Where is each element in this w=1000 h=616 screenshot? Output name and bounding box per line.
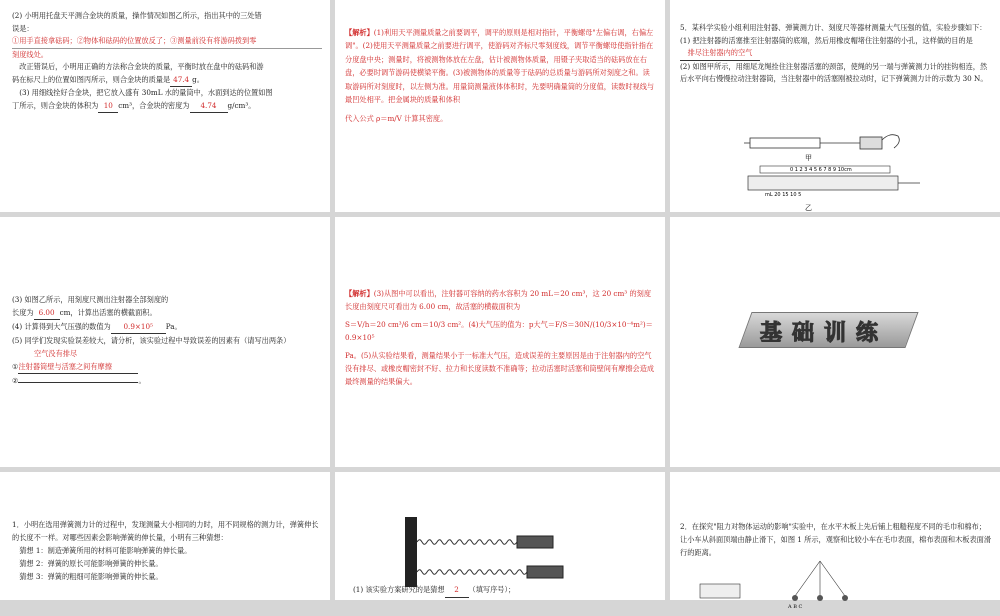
page-5	[335, 217, 665, 467]
p5-analysis: 【解析】(3)从图中可以看出，注射器可容纳的药水容积为 20 mL＝20 cm³，这 20 cm³ 的刻度长度由刻度尺可看出为 6.00 cm，故活塞的横截面积为 S＝V/h＝20 cm³/6 cm＝10/3 cm²。(4)大气压的值为：p大气＝F/S＝30N/(10/3×10⁻⁴m²)＝0.9×10⁵ Pa。(5)从实验结果看，测量结果小于一标准大气压，造成误差的主要原因是由于注射器内的空气没有排尽、或橡皮帽密封不好、拉力和长度读数不准确等；拉动活塞时活塞和筒壁间有摩擦会造成最终测量的结果偏大。	[345, 289, 655, 387]
fig-label-2: 乙	[805, 204, 812, 212]
page-2	[335, 0, 665, 212]
syringe-numbers: mL 20 15 10 5	[765, 192, 802, 198]
page-1	[0, 0, 330, 212]
p9-text: 2．在探究"阻力对物体运动的影响"实验中，在水平木板上先后铺上粗糙程度不同的毛巾和棉布；让小车从斜面顶端由静止滑下，如图 1 所示，观察和比较小车在毛巾表面，棉布表面和木板表面滑行的距离。	[680, 522, 992, 557]
page-7	[0, 472, 330, 600]
pendulum-labels: A B C	[788, 604, 803, 610]
pendulum-figure	[670, 556, 1000, 616]
fig-label-1: 甲	[805, 154, 812, 162]
p1-text: (2) 小明用托盘天平测合金块的质量，操作情况如图乙所示，指出其中的三处错 误是： ①用手直接拿砝码；②物体和砝码的位置放反了；③测量前没有将游码拨到零 刻度线处。 改正错误后，小明用正确的方法称合金块的质量，平衡时放在盘中的砝码和游 码在标尺上的位置如图丙所示，则合金块的质量是 47.4 g。 (3) 用细线拴好合金块，把它放入盛有 30mL 水的量筒中，水面到达的位置如图 丁所示，则合金块的体积为 10 cm³，合金块的密度为 4.74 g/cm³。	[12, 10, 322, 113]
p2-analysis: 【解析】(1)利用天平测量质量之前要调平，调平的原则是相对指针，平衡螺母"左偏右调，右偏左调"。(2)使用天平测量质量之前要进行调平，使游码对齐标尺零刻度线，调节平衡螺母使指针指在分度盘中央；测量时，将被测物体放在左盘，估计被测物体质量，用镊子夹取适当的砝码放在右盘，必要时调节游码使横梁平衡。(3)被测物体的质量等于砝码的总质量与游码所对刻度之和。读取游码所对刻度时，以左侧为准。用量筒测量液体体积时，先要明确量筒的分度值，读数时视线与最凹处相平。把金属块的质量和体积 代入公式 ρ＝m/V 计算其密度。	[345, 28, 655, 124]
ruler-numbers: 0 1 2 3 4 5 6 7 8 9 10cm	[790, 167, 852, 173]
page-3	[670, 0, 1000, 212]
p7-text: 1．小明在选用弹簧测力计的过程中，发现测量大小相同的力时，用不同规格的测力计，弹簧伸长的长度不一样。对哪些因素会影响弹簧的伸长量，小明有三种猜想： 猜想 1：制造弹簧所用的材料可能影响弹簧的伸长量。 猜想 2：弹簧的原长可能影响弹簧的伸长量。 猜想 3：弹簧的粗细可能影响弹簧的伸长量。	[12, 520, 319, 581]
p4-text: (3) 如图乙所示，用刻度尺测出注射器全部刻度的 长度为 6.00 cm，计算出活塞的横截面积。 (4) 计算得到大气压强的数值为 0.9×10⁵ Pa。 (5) 同学们发现实验误差较大，请分析，该实验过程中导致误差的因素有（请写出两条） 空气没有排尽 ①注射器筒壁与活塞之间有摩擦 ② 。	[12, 295, 291, 385]
syringe-figure	[670, 118, 1000, 218]
page-9	[670, 472, 1000, 610]
section-badge-text: 基础训练	[760, 321, 889, 346]
spring-figure	[335, 472, 665, 582]
page-4	[0, 217, 330, 467]
p8-text: (1) 该实验方案研究的是猜想 2 （填写序号）；	[353, 584, 653, 598]
page-8	[335, 472, 665, 600]
p3-text: 5．某科学实验小组利用注射器、弹簧测力计、刻度尺等器材测量大气压强的值，实验步骤如下： (1) 把注射器的活塞推至注射器筒的底端，然后用橡皮帽堵住注射器的小孔，这样做的目的是排尽注射器内的空气 (2) 如图甲所示，用细尾龙绳拴住注射器活塞的颈部，使绳的另一端与弹簧测力计的挂钩相连，然后水平向右慢慢拉动注射器筒，当注射器中的活塞刚被拉动时，记下弹簧测力计的示数为 30 N。	[680, 23, 988, 83]
